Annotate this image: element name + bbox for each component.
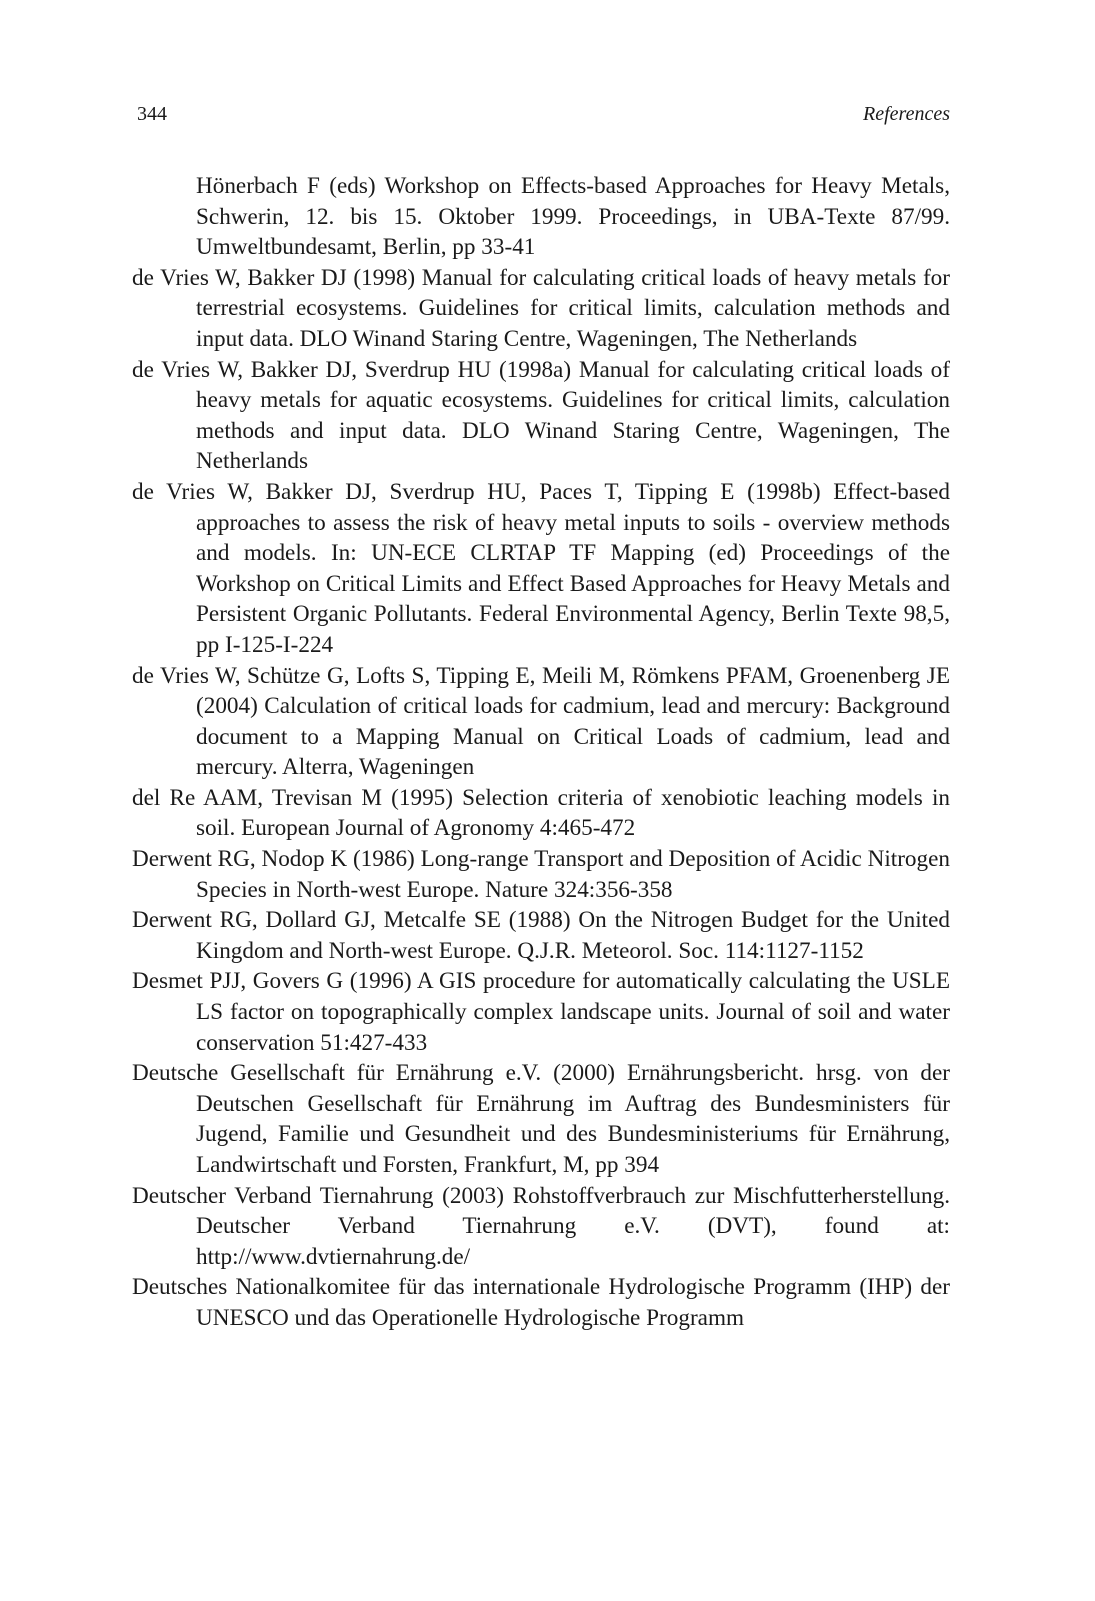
reference-entry: de Vries W, Schütze G, Lofts S, Tipping E, Meili M, Römkens PFAM, Groenenberg JE (2004) Calculation of critical loads for cadmium, lead and mercury: Background document to a Mapping Manual on Critical Loads of cadmium, lead and mercury. Alterra, Wageningen [132, 662, 950, 781]
reference-entry: Derwent RG, Dollard GJ, Metcalfe SE (1988) On the Nitrogen Budget for the United Kingdom and North-west Europe. Q.J.R. Meteorol. Soc. 114:1127-1152 [132, 907, 950, 964]
reference-entry: del Re AAM, Trevisan M (1995) Selection criteria of xenobiotic leaching models in soil. European Journal of Agronomy 4:465-472 [132, 784, 950, 842]
page-number: 344 [137, 103, 167, 125]
reference-entry: Deutsche Gesellschaft für Ernährung e.V. (2000) Ernährungsbericht. hrsg. von der Deutschen Gesellschaft für Ernährung im Auftrag des Bundesministers für Jugend, Familie und Gesundheit und des Bundesministeriums für Ernährung, Landwirtschaft und Forsten, Frankfurt, M, pp 394 [132, 1060, 950, 1178]
reference-entry: de Vries W, Bakker DJ (1998) Manual for calculating critical loads of heavy metals for terrestrial ecosystems. Guidelines for critical limits, calculation methods and input data. DLO Winand Staring Centre, Wageningen, The Netherlands [132, 264, 950, 352]
reference-entry: Desmet PJJ, Govers G (1996) A GIS procedure for automatically calculating the USLE LS factor on topographically complex landscape units. Journal of soil and water conservation 51:427-433 [132, 968, 950, 1056]
reference-entry: Deutscher Verband Tiernahrung (2003) Rohstoffverbrauch zur Mischfutterherstellung. Deutscher Verband Tiernahrung e.V. (DVT), found at: http://www.dvtiernahrung.de/ [132, 1182, 950, 1270]
reference-entry: Derwent RG, Nodop K (1986) Long-range Transport and Deposition of Acidic Nitrogen Species in North-west Europe. Nature 324:356-358 [132, 846, 950, 903]
reference-list [132, 171, 950, 1334]
reference-entry: de Vries W, Bakker DJ, Sverdrup HU, Paces T, Tipping E (1998b) Effect-based approaches to assess the risk of heavy metal inputs to soils - overview methods and models. In: UN-ECE CLRTAP TF Mapping (ed) Proceedings of the Workshop on Critical Limits and Effect Based Approaches for Heavy Metals and Persistent Organic Pollutants. Federal Environmental Agency, Berlin Texte 98,5, pp I-125-I-224 [132, 478, 950, 658]
reference-entry: Hönerbach F (eds) Workshop on Effects-based Approaches for Heavy Metals, Schwerin, 12. bis 15. Oktober 1999. Proceedings, in UBA-Texte 87/99. Umweltbundesamt, Berlin, pp 33-41 [196, 173, 950, 261]
running-head: References [863, 103, 950, 125]
page-header [137, 103, 950, 133]
reference-entry: de Vries W, Bakker DJ, Sverdrup HU (1998a) Manual for calculating critical loads of heavy metals for aquatic ecosystems. Guidelines for critical limits, calculation methods and input data. DLO Winand Staring Centre, Wageningen, The Netherlands [132, 356, 950, 475]
reference-entry: Deutsches Nationalkomitee für das internationale Hydrologische Programm (IHP) der UNESCO und das Operationelle Hydrologische Programm [132, 1274, 950, 1331]
